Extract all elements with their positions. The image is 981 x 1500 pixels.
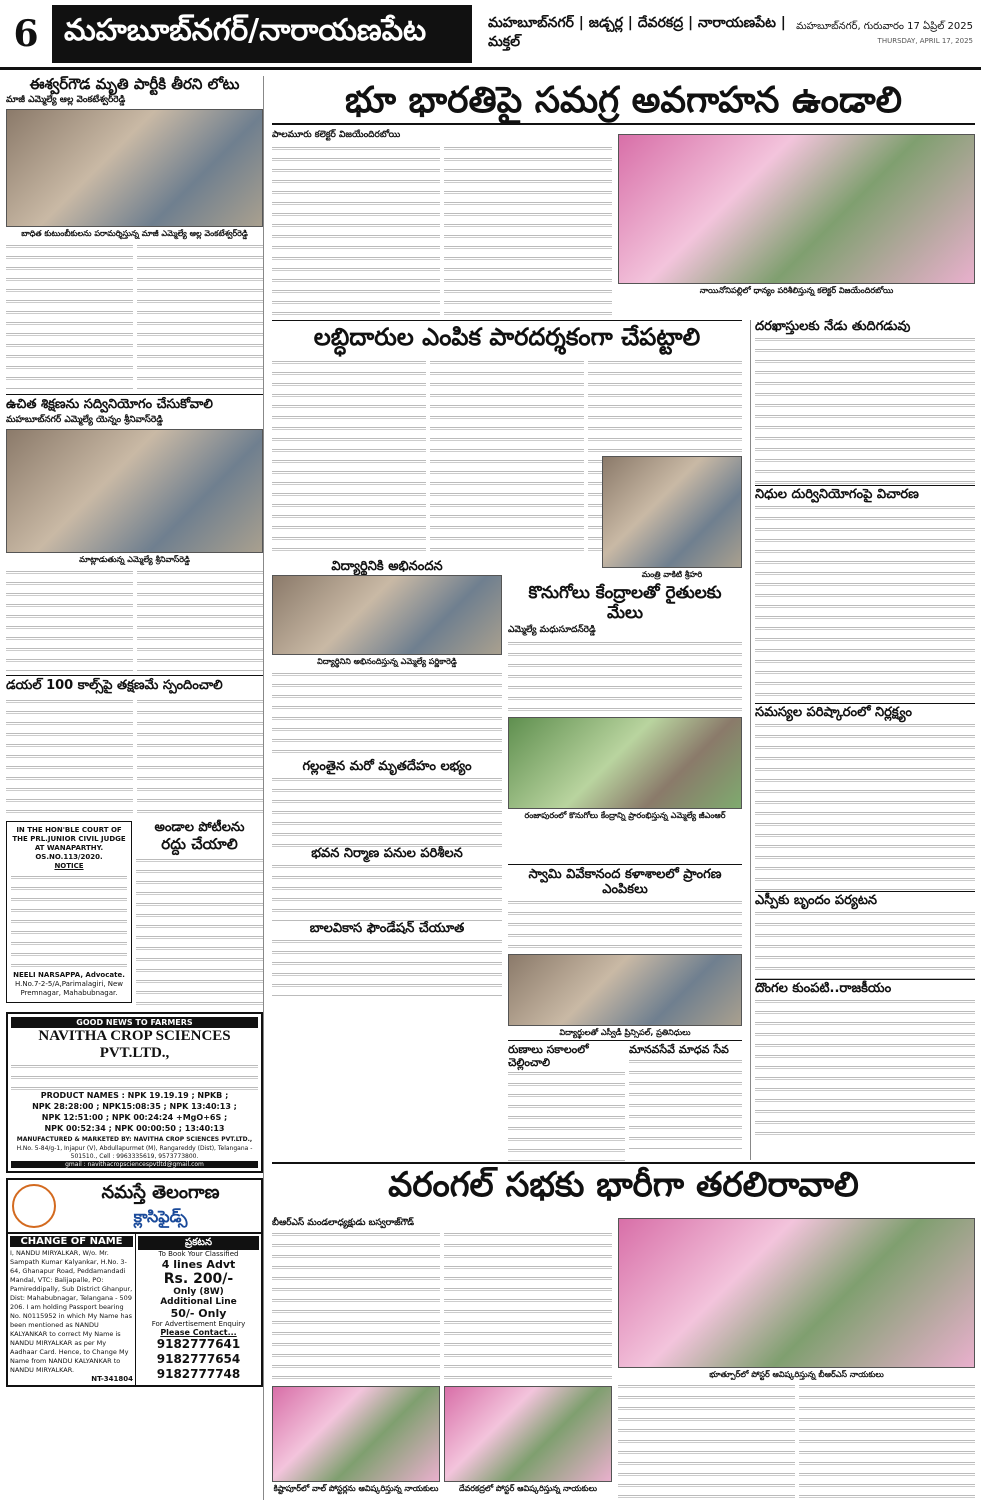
ad-title: ప్రకటన bbox=[138, 1236, 259, 1250]
story-headline: రద్దు చేయాలి bbox=[161, 835, 238, 854]
photo-caption: బాధిత కుటుంబీకులను పరామర్శిస్తున్న మాజీ ఎమ్మెల్యే ఆల్ల వెంకటేశ్వర్‌రెడ్డి bbox=[21, 229, 248, 239]
main-area bbox=[272, 76, 975, 1500]
story-headline: గల్లంతైన మరో మృతదేహం లభ్యం bbox=[302, 758, 472, 774]
lead-headline: భూ భారతిపై సమగ్ర అవగాహన ఉండాలి bbox=[272, 76, 975, 125]
swami-story bbox=[508, 868, 742, 1038]
company-email: gmail : navithacropsciencespvtltd@gmail.com bbox=[11, 1161, 258, 1168]
story-photo bbox=[272, 1386, 440, 1482]
ad-header: GOOD NEWS TO FARMERS bbox=[11, 1017, 258, 1028]
classified-brand: నమస్తే తెలంగాణ bbox=[101, 1182, 220, 1204]
story-photo bbox=[444, 1386, 612, 1482]
story-byline: మాజీ ఎమ్మెల్యే ఆల్ల వెంకటేశ్వర్‌రెడ్డి bbox=[6, 95, 126, 106]
company-name: NAVITHA CROP SCIENCES PVT.LTD., bbox=[38, 1028, 231, 1062]
lead-photo bbox=[618, 134, 975, 284]
story-headline: ఉచిత శిక్షణను సద్వినియోగం చేసుకోవాలి bbox=[6, 397, 213, 413]
story-byline: పాలమూరు కలెక్టర్ విజయేందిరబోయి bbox=[272, 130, 401, 140]
navitha-ad bbox=[6, 1012, 263, 1173]
photo-caption: నాయినోనిపల్లిలో ధాన్యం పరిశీలిస్తున్న కలెక్టర్ విజయేందిరబోయి bbox=[699, 286, 894, 295]
story-byline: మహబూబ్‌నగర్ ఎమ్మెల్యే యెన్నం శ్రీనివాస్‌రెడ్డి bbox=[6, 415, 163, 426]
story-headline: మానవసేవే మాధవ సేవ bbox=[629, 1043, 729, 1056]
left-column bbox=[6, 76, 264, 1500]
lead-story bbox=[272, 128, 612, 314]
story-text bbox=[6, 568, 263, 672]
company-address: H.No. 5-84/g-1, Injapur (V), Abdullapurmet (M), Rangareddy (Dist), Telangana - 501510., Cell : 9963335619, 9573773800. bbox=[16, 1145, 253, 1161]
loans-story bbox=[508, 1044, 625, 1154]
advocate-name: NEELI NARSAPPA, Advocate. bbox=[13, 971, 125, 980]
kon-story bbox=[508, 584, 742, 854]
story-headline: దరఖాస్తులకు నేడు తుదిగడువు bbox=[755, 319, 911, 334]
story-photo bbox=[508, 717, 742, 809]
change-text: I, NANDU MIRYALKAR, W/o. Mr. Sampath Kumar Kalyankar, H.No. 3-64, Ghanapur Road, Peddamandadi Mandal, VTC: Balijapalle, PO: Pamireddipally, Sub District Ghanpur, Dist: Mahabubnagar, Telangana - 509 206. I am holding Passport bearing No. N0115952 in which My Name has been mentioned as NANDU KALYANKAR to correct My Name is NANDU MIRYALKAR as per My Aadhaar Card. Hence, to Change My Name from NANDU KALYANKAR to NANDU MIRYALKAR. bbox=[10, 1249, 133, 1375]
story-headline: నిధుల దుర్వినియోగంపై విచారణ bbox=[755, 486, 919, 502]
photo-caption: విద్యార్థినిని అభినందిస్తున్న ఎమ్మెల్యే పర్ణికారెడ్డి bbox=[317, 656, 457, 666]
case-number: OS.NO.113/2020. bbox=[35, 853, 103, 862]
story-photo bbox=[508, 954, 742, 1026]
warangal-headline: వరంగల్ సభకు భారీగా తరలిరావాలి bbox=[388, 1165, 859, 1205]
product-names: PRODUCT NAMES : NPK 19.19.19 ; NPKB ; bbox=[40, 1091, 229, 1101]
story-headline: ఎస్పీకు బృందం పర్యటన bbox=[755, 892, 877, 908]
classified-sub: క్లాసిఫైడ్స్ bbox=[133, 1207, 188, 1227]
court-name: IN THE HON'BLE COURT OF THE PRL.JUNIOR CIVIL JUDGE AT WANAPARTHY. bbox=[12, 826, 126, 853]
ad-ref: NT-341804 bbox=[91, 1375, 133, 1384]
edition-line: మహబూబ్‌నగర్ | జడ్చర్ల | దేవరకద్ర | నారాయణపేట | మక్తల్ bbox=[488, 14, 786, 50]
phone-number[interactable]: 9182777654 bbox=[156, 1352, 241, 1367]
story-headline: స్వామి వివేకానంద కళాశాలలో ప్రాంగణ ఎంపికలు bbox=[528, 867, 722, 897]
product-line-1: NPK 28:28:00 ; NPK15:08:35 ; NPK 13:40:13 ; bbox=[32, 1102, 237, 1112]
notice-title: NOTICE bbox=[54, 862, 84, 871]
story-headline: భవన నిర్మాణ పనుల పరిశీలన bbox=[311, 845, 463, 861]
photo-caption: మాట్లాడుతున్న ఎమ్మెల్యే శ్రీనివాస్‌రెడ్డి bbox=[79, 555, 190, 565]
manufacturer: MANUFACTURED & MARKETED BY: NAVITHA CROP SCIENCES PVT.LTD., bbox=[16, 1136, 253, 1144]
product-line-2: NPK 12:51:00 ; NPK 00:24:24 +MgO+6S ; bbox=[41, 1113, 228, 1123]
story-byline: ఎమ్మెల్యే మధుసూదన్‌రెడ్డి bbox=[508, 625, 596, 636]
lines-text: 4 lines Advt bbox=[161, 1258, 236, 1272]
only-text: Only (8W) bbox=[173, 1287, 224, 1298]
story-headline: విద్యార్థినికి అభినందన bbox=[331, 559, 443, 574]
date-english: THURSDAY, APRIL 17, 2025 bbox=[877, 36, 973, 45]
madhava-story bbox=[629, 1044, 742, 1154]
contact-text: Please Contact... bbox=[160, 1328, 237, 1338]
story-headline: ఈశ్వర్‌గౌడ మృతి పార్టీకి తీరని లోటు bbox=[29, 76, 240, 93]
page-number: 6 bbox=[13, 12, 39, 55]
story-headline: డయల్ 100 కాల్స్‌పై తక్షణమే స్పందించాలి bbox=[6, 678, 223, 694]
story-headline: కొనుగోలు కేంద్రాలతో రైతులకు మేలు bbox=[528, 583, 722, 623]
story-text bbox=[618, 1382, 975, 1500]
price-text: Rs. 200/- bbox=[163, 1271, 234, 1288]
story-photo bbox=[6, 429, 263, 553]
phone-number[interactable]: 9182777748 bbox=[156, 1367, 241, 1382]
enquiry-text: For Advertisement Enquiry bbox=[151, 1320, 246, 1329]
section-title: మహబూబ్‌నగర్/నారాయణపేట bbox=[52, 5, 472, 63]
story-text bbox=[6, 697, 263, 817]
story-photo bbox=[602, 456, 742, 568]
story-byline: బీఆర్ఎస్ మండలాధ్యక్షుడు బస్వరాజ్‌గౌడ్ bbox=[272, 1218, 415, 1228]
second-headline: లబ్ధిదారుల ఎంపిక పారదర్శకంగా చేపట్టాలి bbox=[313, 323, 701, 351]
dateline bbox=[791, 20, 981, 48]
story-headline: అండాల పోటీలను bbox=[154, 820, 245, 836]
photo-caption: భూత్పూర్‌లో పోస్టర్ ఆవిష్కరిస్తున్న బీఆర్ఎస్ నాయకులు bbox=[709, 1370, 884, 1379]
story-headline: బాలవికాస ఫౌండేషన్ చేయూత bbox=[309, 920, 465, 936]
book-text: To Book Your Classified bbox=[158, 1250, 239, 1259]
photo-caption: మంత్రి వాకిటి శ్రీహరి bbox=[641, 570, 703, 579]
photo-caption: దేవరకద్రలో పోస్టర్ ఆవిష్కరిస్తున్న నాయకులు bbox=[458, 1484, 598, 1493]
logo-icon bbox=[12, 1184, 56, 1228]
advocate-address: H.No.7-2-5/A,Parimalagiri, New Premnagar, Mahabubnagar. bbox=[14, 980, 124, 998]
story-headline: రుణాలు సకాలంలో చెల్లించాలి bbox=[508, 1043, 589, 1069]
story-text bbox=[6, 242, 263, 390]
story-photo bbox=[6, 109, 263, 227]
court-notice-ad bbox=[6, 821, 132, 1003]
photo-caption: కిష్టాపూర్‌లో వాల్ పోస్టర్లను ఆవిష్కరిస్తున్న నాయకులు bbox=[273, 1484, 439, 1493]
story-photo bbox=[618, 1218, 975, 1368]
additional-text: Additional Line bbox=[160, 1297, 237, 1308]
masthead bbox=[0, 0, 981, 70]
story-headline: దొంగల కుంపటి..రాజకీయం bbox=[755, 980, 892, 996]
small-stories bbox=[272, 560, 502, 1012]
story-headline: సమస్యల పరిష్కారంలో నిర్లక్ష్యం bbox=[755, 704, 912, 720]
photo-caption: విద్యార్థులతో ఎస్వీడీ ప్రిన్సిపల్, ప్రతినిధులు bbox=[559, 1027, 691, 1037]
phone-number[interactable]: 9182777641 bbox=[156, 1337, 241, 1352]
date-telugu: మహబూబ్‌నగర్, గురువారం 17 ఏప్రిల్ 2025 bbox=[796, 20, 973, 32]
photo-caption: రంజాపురంలో కొనుగోలు కేంద్రాన్ని ప్రారంభిస్తున్న ఎమ్మెల్యే జీఎంఆర్ bbox=[524, 811, 726, 821]
story-photo bbox=[272, 575, 502, 655]
change-title: CHANGE OF NAME bbox=[10, 1236, 133, 1247]
additional-price: 50/- Only bbox=[170, 1307, 227, 1321]
product-line-3: NPK 00:52:34 ; NPK 00:00:50 ; 13:40:13 bbox=[44, 1124, 225, 1134]
story-text bbox=[136, 856, 263, 1006]
right-column bbox=[750, 320, 975, 1160]
classified-ad bbox=[6, 1178, 263, 1387]
